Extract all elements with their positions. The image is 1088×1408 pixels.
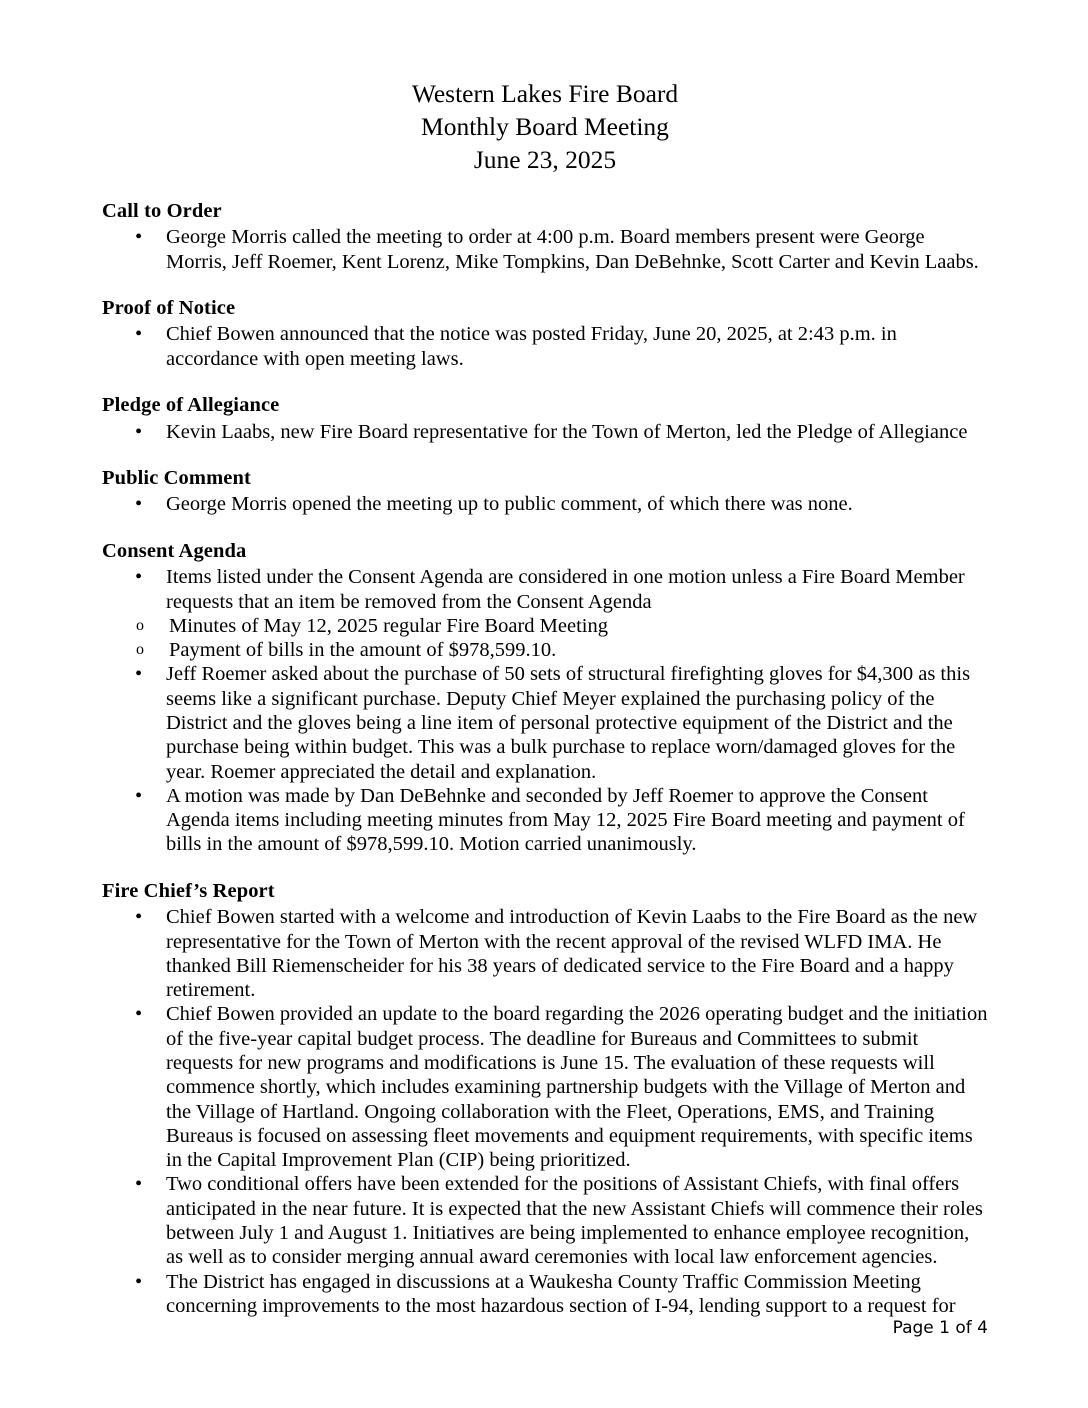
page-footer	[0, 1318, 988, 1338]
page-number-label: Page 1 of 4	[892, 1318, 988, 1338]
list-item	[102, 662, 988, 783]
section-heading: Public Comment	[102, 466, 251, 489]
list-item-text: Jeff Roemer asked about the purchase of 50 sets of structural firefighting gloves for $4,300 as this seems like a significant purchase. Deputy Chief Meyer explained the purchasing policy of the District and the gloves being a line item of personal protective equipment of the District and the purchase being within budget. This was a bulk purchase to replace worn/damaged gloves for the year. Roemer appreciated the detail and explanation.	[166, 663, 971, 783]
circle-bullet-icon: o	[136, 641, 144, 659]
list-item	[102, 905, 988, 1002]
organization-title: Western Lakes Fire Board	[411, 79, 679, 108]
list-item-text: A motion was made by Dan DeBehnke and seconded by Jeff Roemer to approve the Consent Agenda items including meeting minutes from May 12, 2025 Fire Board meeting and payment of bills in the amount of $978,599.10. Motion carried unanimously.	[166, 784, 965, 856]
bullet-icon: •	[135, 323, 143, 346]
bullet-list	[102, 322, 988, 371]
document-body	[102, 199, 988, 1318]
list-item-text: Chief Bowen announced that the notice was posted Friday, June 20, 2025, at 2:43 p.m. in accordance with open meeting laws.	[166, 323, 897, 370]
list-item-text: Items listed under the Consent Agenda are considered in one motion unless a Fire Board Member requests that an item be removed from the Consent Agenda	[166, 566, 965, 613]
meeting-type-title: Monthly Board Meeting	[421, 111, 669, 141]
list-item	[102, 322, 988, 371]
list-item-text: The District has engaged in discussions at a Waukesha County Traffic Commission Meeting concerning improvements to the most hazardous section of I-94, lending support to a request for	[166, 1270, 956, 1317]
section-consent-agenda	[102, 539, 988, 857]
section-heading: Fire Chief’s Report	[102, 879, 275, 902]
list-item	[102, 565, 988, 614]
section-fire-chiefs-report	[102, 879, 988, 1318]
bullet-list	[102, 492, 988, 516]
list-item-text: Chief Bowen provided an update to the board regarding the 2026 operating budget and the initiation of the five-year capital budget process. The deadline for Bureaus and Committees to submit requests for new programs and modifications is June 15. The evaluation of these requests will commence shortly, which includes examining partnership budgets with the Village of Merton and the Village of Hartland. Ongoing collaboration with the Fleet, Operations, EMS, and Training Bureaus is focused on assessing fleet movements and equipment requirements, with specific items in the Capital Improvement Plan (CIP) being prioritized.	[166, 1003, 988, 1172]
bullet-icon: •	[135, 226, 143, 249]
sub-list-item	[102, 638, 988, 662]
list-item	[102, 1270, 988, 1319]
section-heading: Consent Agenda	[102, 539, 247, 562]
sub-list-item-text: Payment of bills in the amount of $978,599.10.	[169, 639, 557, 662]
list-item	[102, 225, 988, 274]
bullet-list	[102, 905, 988, 1318]
section-heading: Call to Order	[102, 199, 222, 222]
sub-bullet-list	[102, 614, 988, 663]
bullet-icon: •	[135, 906, 143, 929]
circle-bullet-icon: o	[136, 616, 144, 634]
list-item-text: Kevin Laabs, new Fire Board representative for the Town of Merton, led the Pledge of Allegiance	[166, 420, 968, 443]
list-item	[102, 420, 988, 444]
list-item-text: Two conditional offers have been extended for the positions of Assistant Chiefs, with final offers anticipated in the near future. It is expected that the new Assistant Chiefs will commence their roles between July 1 and August 1. Initiatives are being implemented to enhance employee recognition, as well as to consider merging annual award ceremonies with local law enforcement agencies.	[166, 1173, 983, 1269]
list-item	[102, 492, 988, 516]
document-header	[102, 78, 988, 177]
list-item	[102, 1002, 988, 1172]
bullet-list	[102, 565, 988, 614]
bullet-icon: •	[135, 493, 143, 516]
bullet-icon: •	[135, 663, 143, 686]
bullet-icon: •	[135, 566, 143, 589]
bullet-list	[102, 420, 988, 444]
section-call-to-order	[102, 199, 988, 274]
bullet-list	[102, 662, 988, 856]
bullet-icon: •	[135, 420, 143, 443]
section-public-comment	[102, 466, 988, 517]
list-item	[102, 784, 988, 857]
section-pledge-of-allegiance	[102, 393, 988, 444]
bullet-icon: •	[135, 1003, 143, 1026]
bullet-icon: •	[135, 784, 143, 807]
section-heading: Pledge of Allegiance	[102, 393, 280, 416]
bullet-icon: •	[135, 1270, 143, 1293]
list-item	[102, 1172, 988, 1269]
bullet-list	[102, 225, 988, 274]
sub-list-item	[102, 614, 988, 638]
sub-list-item-text: Minutes of May 12, 2025 regular Fire Board Meeting	[169, 614, 608, 637]
section-heading: Proof of Notice	[102, 296, 236, 319]
list-item-text: George Morris opened the meeting up to public comment, of which there was none.	[166, 493, 853, 516]
list-item-text: Chief Bowen started with a welcome and introduction of Kevin Laabs to the Fire Board as the new representative for the Town of Merton with the recent approval of the revised WLFD IMA. He thanked Bill Riemenscheider for his 38 years of dedicated service to the Fire Board and a happy retirement.	[166, 906, 978, 1002]
list-item-text: George Morris called the meeting to order at 4:00 p.m. Board members present were George Morris, Jeff Roemer, Kent Lorenz, Mike Tompkins, Dan DeBehnke, Scott Carter and Kevin Laabs.	[166, 226, 979, 273]
meeting-date: June 23, 2025	[473, 144, 617, 174]
section-proof-of-notice	[102, 296, 988, 371]
bullet-icon: •	[135, 1173, 143, 1196]
